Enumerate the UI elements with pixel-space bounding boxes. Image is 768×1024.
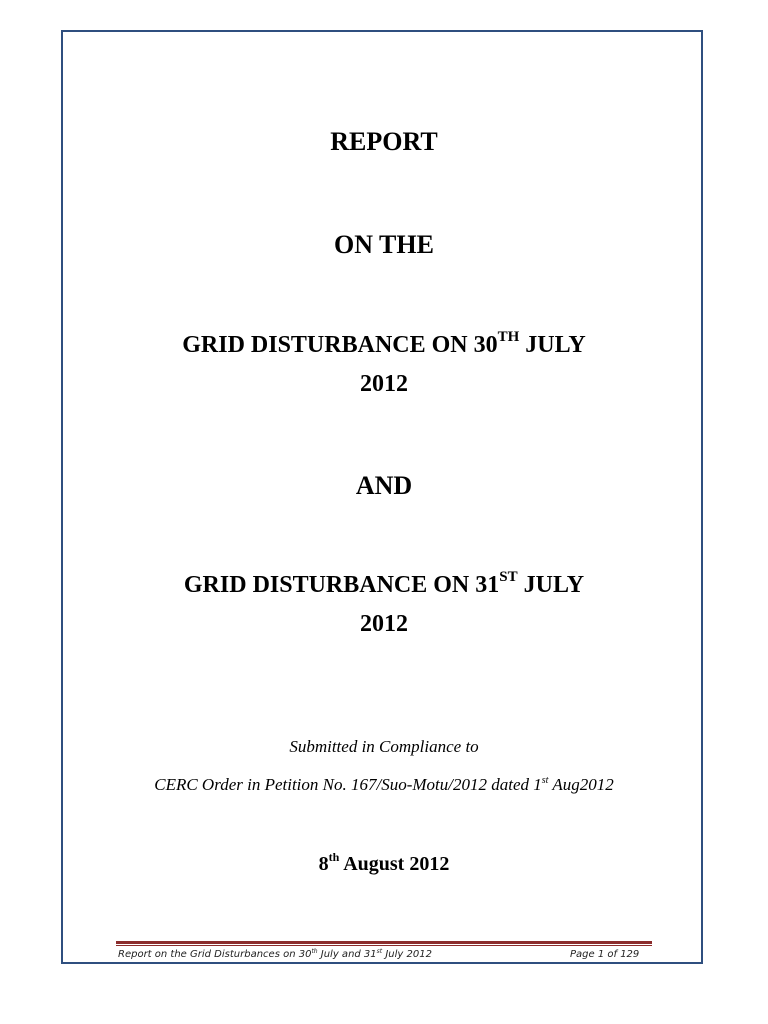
report-date: 8th August 2012	[318, 850, 450, 875]
heading-31st-july: GRID DISTURBANCE ON 31ST JULY	[183, 569, 585, 598]
report-title: REPORT	[330, 127, 438, 156]
footer-rule-thick	[116, 941, 652, 944]
heading-30th-july: GRID DISTURBANCE ON 30TH JULY	[182, 329, 586, 358]
heading-31st-year: 2012	[360, 611, 408, 637]
cerc-order-line: CERC Order in Petition No. 167/Suo-Motu/2012 dated 1st Aug2012	[154, 775, 614, 794]
footer-title: Report on the Grid Disturbances on 30th July and 31st July 2012	[118, 948, 432, 960]
on-the-line: ON THE	[334, 230, 434, 259]
heading-30th-year: 2012	[360, 371, 408, 397]
page-number: Page 1 of 129	[570, 949, 640, 960]
submitted-line: Submitted in Compliance to	[289, 737, 479, 756]
footer-rule-thin	[116, 945, 652, 946]
and-line: AND	[355, 471, 413, 500]
